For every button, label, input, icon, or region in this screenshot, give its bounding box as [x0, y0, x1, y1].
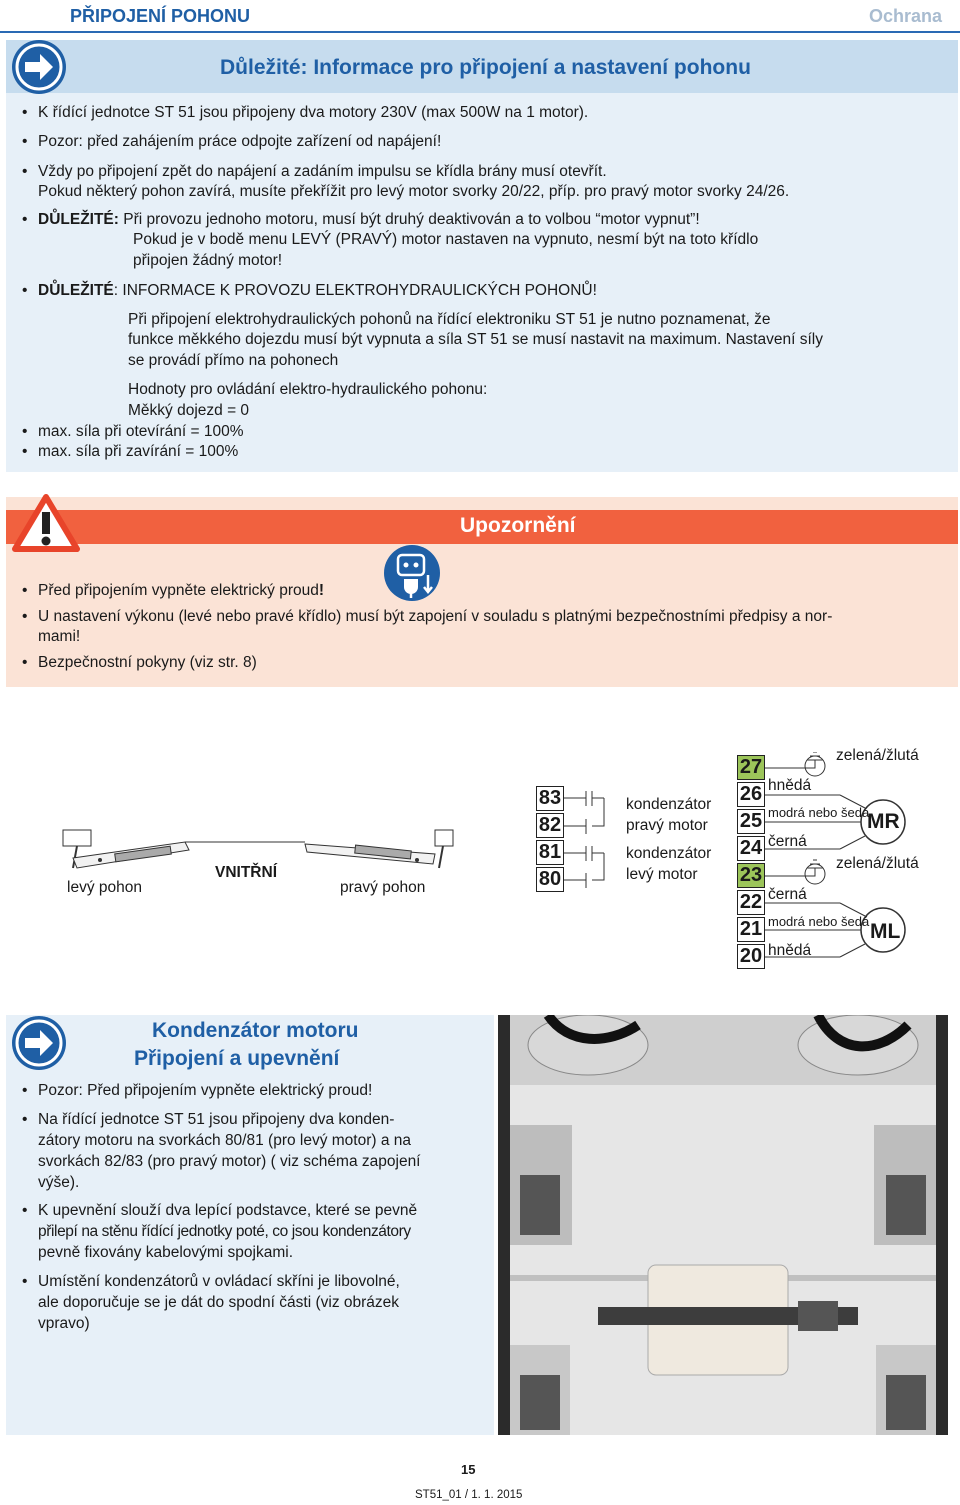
capacitor-bullet-4-l2: ale doporučuje se je dát do spodní části (viz obrázek [38, 1294, 400, 1311]
motor-right-label: MR [867, 810, 900, 833]
terminal-26: 26 [737, 782, 765, 807]
capacitor-symbols [564, 786, 624, 896]
cap-right-label-2: pravý motor [626, 817, 708, 834]
terminal-82: 82 [536, 813, 564, 838]
terminal-80: 80 [536, 867, 564, 892]
max-force-close: • max. síla při zavírání = 100% [38, 442, 238, 462]
cap-right-label-1: kondenzátor [626, 796, 712, 813]
important-label-2: DŮLEŽITÉ [38, 282, 114, 299]
capacitor-photo [498, 1015, 948, 1435]
wire-black-1: černá [768, 833, 807, 850]
section-title: PŘIPOJENÍ POHONU [70, 6, 251, 26]
warning-title: Upozornění [460, 514, 576, 537]
unplug-icon [384, 545, 440, 601]
terminal-25: 25 [737, 809, 765, 834]
max-force-open: • max. síla při otevírání = 100% [38, 422, 243, 442]
header-rule [0, 31, 960, 33]
terminal-24: 24 [737, 836, 765, 861]
info-bullet-4 [38, 210, 700, 230]
info-bullet-4-text: Při provozu jednoho motoru, musí být druhý deaktivován a to volbou “motor vypnut”! [123, 211, 700, 228]
warning-bullet-2-cont: mami! [38, 628, 81, 645]
warning-bullet-1 [38, 581, 324, 601]
info-bullet-3: • Vždy po připojení zpět do napájení a zadáním impulsu se křídla brány musí otevřít. [38, 162, 607, 182]
inside-label: VNITŘNÍ [215, 864, 277, 881]
terminal-23: 23 [737, 863, 765, 888]
cap-left-label-2: levý motor [626, 866, 698, 883]
info-bullet-4-line3: připojen žádný motor! [133, 252, 283, 269]
warning-bullet-3: • Bezpečnostní pokyny (viz str. 8) [38, 653, 257, 673]
section-right-title: Ochrana [868, 6, 942, 26]
hydraulic-para-1: Při připojení elektrohydraulických pohonů na řídící elektroniku ST 51 je nutno poznamenat, že [128, 311, 771, 328]
warning-bullet-1-text: Před připojením vypněte elektrický proud [38, 582, 319, 599]
left-drive-label: levý pohon [67, 879, 142, 896]
capacitor-bullet-2-l4: výše). [38, 1174, 80, 1191]
wire-blue-grey-2: modrá nebo šedá [768, 914, 870, 929]
terminal-83: 83 [536, 786, 564, 811]
soft-stop-value: Měkký dojezd = 0 [128, 402, 250, 419]
terminal-27: 27 [737, 755, 765, 780]
cap-left-label-1: kondenzátor [626, 845, 712, 862]
terminal-22: 22 [737, 890, 765, 915]
info-bullet-2: • Pozor: před zahájením práce odpojte zařízení od napájení! [38, 132, 441, 152]
capacitor-bullet-4-l1: • Umístění kondenzátorů v ovládací skříni je libovolné, [38, 1272, 400, 1292]
motor-left-label: ML [870, 920, 901, 943]
wire-black-2: černá [768, 886, 807, 903]
important-label: DŮLEŽITÉ: [38, 211, 119, 228]
warning-bullet-2: • U nastavení výkonu (levé nebo pravé křídlo) musí být zapojení v souladu s platnými bezpečnostními předpisy a nor- [38, 607, 832, 627]
wire-green-yellow-2: zelená/žlutá [836, 855, 919, 872]
wire-green-yellow-1: zelená/žlutá [836, 747, 919, 764]
arrow-right-icon [12, 40, 66, 94]
terminal-20: 20 [737, 944, 765, 969]
info-title: Důležité: Informace pro připojení a nastavení pohonu [220, 56, 751, 79]
doc-reference: ST51_01 / 1. 1. 2015 [415, 1489, 523, 1501]
warning-triangle-icon [12, 494, 80, 552]
capacitor-bullet-2-l2: zátory motoru na svorkách 80/81 (pro levý motor) a na [38, 1132, 412, 1149]
wire-brown-1: hnědá [768, 777, 812, 794]
page-number: 15 [461, 1462, 476, 1477]
info-bullet-5 [38, 281, 597, 301]
arrow-right-icon [12, 1016, 66, 1070]
wire-blue-grey-1: modrá nebo šedá [768, 805, 870, 820]
hydraulic-values-title: Hodnoty pro ovládání elektro-hydraulického pohonu: [128, 381, 488, 398]
capacitor-bullet-3-l1: • K upevnění slouží dva lepící podstavce, které se pevně [38, 1201, 417, 1221]
capacitor-bullet-2-l1: • Na řídící jednotce ST 51 jsou připojeny dva konden- [38, 1110, 394, 1130]
info-bullet-4-line2: Pokud je v bodě menu LEVÝ (PRAVÝ) motor nastaven na vypnuto, nesmí být na toto křídlo [133, 231, 759, 248]
hydraulic-para-3: se provádí přímo na pohonech [128, 352, 339, 369]
right-drive-label: pravý pohon [340, 879, 426, 896]
capacitor-title-2: Připojení a upevnění [134, 1047, 340, 1070]
info-bullet-3-cont: Pokud některý pohon zavírá, musíte překřížit pro levý motor svorky 20/22, příp. pro pravý motor svorky 24/26. [38, 183, 790, 200]
capacitor-bullet-3-l3: pevně fixovány kabelovými spojkami. [38, 1244, 294, 1261]
capacitor-bullet-4-l3: vpravo) [38, 1315, 90, 1332]
info-bullet-5-text: : INFORMACE K PROVOZU ELEKTROHYDRAULICKÝCH POHONŮ! [113, 282, 597, 299]
capacitor-bullet-3-l2: přilepí na stěnu řídící jednotky poté, co jsou kondenzátory [38, 1223, 411, 1240]
warning-bullet-1-mark: ! [318, 582, 325, 599]
capacitor-bullet-2-l3: svorkách 82/83 (pro pravý motor) ( viz schéma zapojení [38, 1153, 421, 1170]
capacitor-bullet-1: • Pozor: Před připojením vypněte elektrický proud! [38, 1081, 372, 1101]
hydraulic-para-2: funkce měkkého dojezdu musí být vypnuta a síla ST 51 se musí nastavit na maximum. Nastavení síly [128, 331, 823, 348]
wire-brown-2: hnědá [768, 942, 812, 959]
info-bullet-1: • K řídící jednotce ST 51 jsou připojeny dva motory 230V (max 500W na 1 motor). [38, 103, 588, 123]
terminal-21: 21 [737, 917, 765, 942]
capacitor-title-1: Kondenzátor motoru [152, 1019, 359, 1042]
terminal-81: 81 [536, 840, 564, 865]
